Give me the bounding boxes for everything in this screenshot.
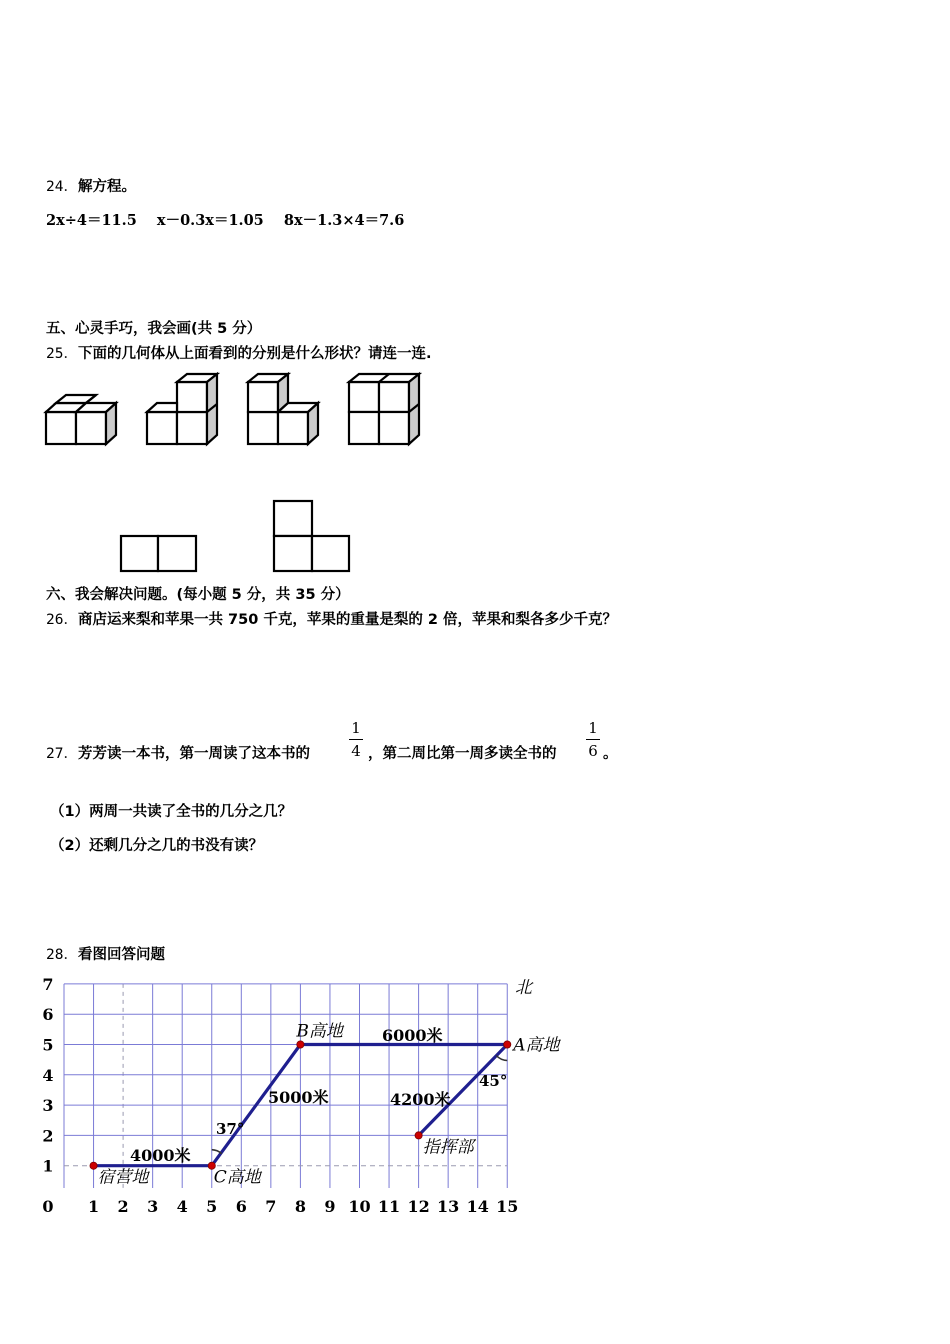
equation-1: 2x÷4＝11.5 bbox=[46, 212, 137, 229]
q26-line bbox=[46, 611, 617, 629]
q25-number: 25． bbox=[46, 346, 78, 362]
q24-line bbox=[46, 178, 136, 196]
q25-top-views bbox=[115, 495, 360, 575]
point-marker bbox=[415, 1132, 422, 1139]
q27-text-c: 。 bbox=[603, 746, 618, 762]
x-tick-label: 10 bbox=[348, 1197, 371, 1216]
x-tick-label: 0 bbox=[42, 1197, 54, 1216]
solid-1 bbox=[46, 395, 116, 444]
q27-sub2: （2）还剩几分之几的书没有读？ bbox=[50, 838, 264, 854]
solid-4 bbox=[349, 374, 419, 444]
q28-grid-map bbox=[0, 960, 600, 1230]
q25-text: 下面的几何体从上面看到的分别是什么形状？请连一连. bbox=[77, 346, 432, 362]
point-label: 指挥部 bbox=[422, 1137, 474, 1158]
x-tick-label: 6 bbox=[235, 1197, 247, 1216]
top-view-1 bbox=[121, 536, 196, 571]
x-tick-label: 4 bbox=[176, 1197, 188, 1216]
q27-text-b: ，第二周比第一周多读全书的 bbox=[368, 746, 557, 762]
x-tick-label: 11 bbox=[377, 1197, 401, 1216]
fraction-1-denominator: 4 bbox=[351, 742, 361, 760]
segment-label-4000: 4000米 bbox=[130, 1146, 191, 1165]
y-tick-label: 6 bbox=[42, 1005, 54, 1025]
q28-number: 28． bbox=[46, 947, 78, 963]
point-marker bbox=[297, 1041, 304, 1048]
x-tick-label: 1 bbox=[87, 1197, 100, 1216]
angle-arc-37 bbox=[212, 1150, 222, 1154]
x-tick-label: 9 bbox=[324, 1197, 336, 1216]
solid-2 bbox=[147, 374, 217, 444]
north-label: 北 bbox=[515, 978, 532, 998]
angle-label-45: 45° bbox=[479, 1072, 508, 1090]
y-tick-label: 4 bbox=[42, 1065, 54, 1085]
segment-label-5000: 5000米 bbox=[268, 1088, 329, 1107]
q24-equations bbox=[46, 212, 404, 230]
x-tick-label: 12 bbox=[407, 1197, 430, 1216]
point-marker bbox=[504, 1041, 511, 1048]
solid-3 bbox=[248, 374, 318, 444]
q24-title: 解方程。 bbox=[77, 179, 136, 195]
point-label: C高地 bbox=[213, 1167, 261, 1188]
y-tick-label: 2 bbox=[42, 1126, 54, 1146]
q26-number: 26． bbox=[46, 612, 78, 628]
equation-2: x－0.3x＝1.05 bbox=[156, 212, 264, 229]
x-tick-label: 2 bbox=[117, 1197, 129, 1216]
x-tick-label: 3 bbox=[147, 1197, 159, 1216]
q27-fraction-2 bbox=[585, 719, 601, 760]
point-marker bbox=[90, 1162, 97, 1169]
angle-arc-45 bbox=[496, 1056, 507, 1061]
point-label: B高地 bbox=[296, 1021, 343, 1042]
q26-text: 商店运来梨和苹果一共 750 千克，苹果的重量是梨的 2 倍，苹果和梨各多少千克？ bbox=[77, 612, 618, 628]
fraction-2-numerator: 1 bbox=[588, 719, 598, 737]
q27-number: 27． bbox=[46, 746, 78, 762]
point-label: 宿营地 bbox=[97, 1167, 149, 1188]
q25-line bbox=[46, 345, 431, 363]
point-label: A高地 bbox=[513, 1035, 560, 1056]
x-tick-label: 15 bbox=[496, 1197, 519, 1216]
y-tick-label: 3 bbox=[42, 1096, 54, 1116]
x-tick-label: 7 bbox=[265, 1197, 277, 1216]
segment-label-4200: 4200米 bbox=[390, 1090, 451, 1109]
y-tick-label: 7 bbox=[42, 974, 54, 994]
q27-line bbox=[46, 745, 310, 763]
equation-3: 8x－1.3×4＝7.6 bbox=[283, 212, 405, 229]
q27-fraction-1 bbox=[348, 719, 364, 760]
top-view-2 bbox=[274, 501, 349, 571]
y-tick-label: 5 bbox=[42, 1035, 54, 1055]
section6-title: 六、我会解决问题。(每小题 5 分，共 35 分） bbox=[46, 587, 350, 603]
section5-title: 五、心灵手巧，我会画(共 5 分） bbox=[46, 321, 262, 337]
y-tick-label: 1 bbox=[42, 1156, 54, 1176]
segment-label-6000: 6000米 bbox=[382, 1026, 443, 1045]
angle-label-37: 37° bbox=[216, 1120, 245, 1138]
q28-title: 看图回答问题 bbox=[77, 947, 165, 963]
x-tick-label: 14 bbox=[466, 1197, 489, 1216]
q27-text-a: 芳芳读一本书，第一周读了这本书的 bbox=[77, 746, 310, 762]
q24-number: 24． bbox=[46, 179, 78, 195]
q25-solids-figure bbox=[40, 370, 430, 452]
x-tick-label: 5 bbox=[206, 1197, 218, 1216]
x-tick-label: 13 bbox=[437, 1197, 460, 1216]
x-tick-label: 8 bbox=[294, 1197, 306, 1216]
fraction-2-denominator: 6 bbox=[588, 742, 598, 760]
fraction-1-numerator: 1 bbox=[351, 719, 361, 737]
q27-sub1: （1）两周一共读了全书的几分之几？ bbox=[50, 804, 293, 820]
